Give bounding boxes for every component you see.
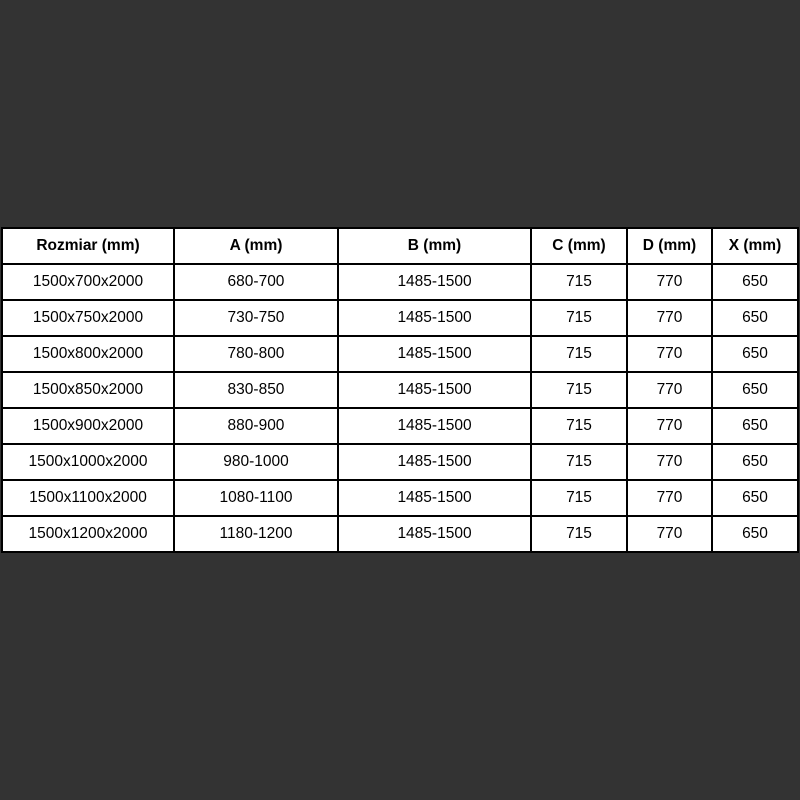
column-header-0: Rozmiar (mm)	[2, 228, 174, 264]
table-cell: 650	[712, 444, 798, 480]
table-cell: 770	[627, 408, 712, 444]
table-cell: 770	[627, 264, 712, 300]
table-cell: 1500x750x2000	[2, 300, 174, 336]
table-cell: 770	[627, 336, 712, 372]
table-cell: 715	[531, 264, 627, 300]
table-cell: 1500x900x2000	[2, 408, 174, 444]
table-row	[2, 264, 798, 300]
table-cell: 650	[712, 408, 798, 444]
table-cell: 650	[712, 480, 798, 516]
table-cell: 1500x850x2000	[2, 372, 174, 408]
table-cell: 715	[531, 480, 627, 516]
table-cell: 780-800	[174, 336, 338, 372]
column-header-2: B (mm)	[338, 228, 531, 264]
table-cell: 770	[627, 300, 712, 336]
table-cell: 715	[531, 300, 627, 336]
table-row	[2, 408, 798, 444]
table-cell: 1500x1000x2000	[2, 444, 174, 480]
table-cell: 650	[712, 264, 798, 300]
table-cell: 715	[531, 444, 627, 480]
table-cell: 1485-1500	[338, 300, 531, 336]
table-cell: 1485-1500	[338, 516, 531, 552]
table-row	[2, 372, 798, 408]
column-header-5: X (mm)	[712, 228, 798, 264]
table-cell: 1080-1100	[174, 480, 338, 516]
table-cell: 715	[531, 372, 627, 408]
column-header-1: A (mm)	[174, 228, 338, 264]
dimension-specification-table	[1, 227, 799, 553]
table-cell: 1485-1500	[338, 480, 531, 516]
table-cell: 1485-1500	[338, 264, 531, 300]
table-row	[2, 336, 798, 372]
table-cell: 650	[712, 336, 798, 372]
table-row	[2, 300, 798, 336]
table-header-row	[2, 228, 798, 264]
table-cell: 830-850	[174, 372, 338, 408]
table-cell: 715	[531, 408, 627, 444]
table-cell: 1180-1200	[174, 516, 338, 552]
table-cell: 1485-1500	[338, 444, 531, 480]
column-header-3: C (mm)	[531, 228, 627, 264]
table-cell: 650	[712, 300, 798, 336]
table-cell: 650	[712, 372, 798, 408]
table-cell: 1500x800x2000	[2, 336, 174, 372]
table-cell: 770	[627, 516, 712, 552]
table-row	[2, 444, 798, 480]
table-cell: 715	[531, 516, 627, 552]
table-cell: 680-700	[174, 264, 338, 300]
table-cell: 770	[627, 372, 712, 408]
table-cell: 650	[712, 516, 798, 552]
table-cell: 770	[627, 480, 712, 516]
table-cell: 1485-1500	[338, 408, 531, 444]
table-row	[2, 516, 798, 552]
table-cell: 1500x1100x2000	[2, 480, 174, 516]
table-row	[2, 480, 798, 516]
table-cell: 1500x1200x2000	[2, 516, 174, 552]
table-cell: 1500x700x2000	[2, 264, 174, 300]
table-cell: 1485-1500	[338, 372, 531, 408]
table-cell: 1485-1500	[338, 336, 531, 372]
table-cell: 880-900	[174, 408, 338, 444]
table-cell: 980-1000	[174, 444, 338, 480]
table-cell: 715	[531, 336, 627, 372]
table-cell: 770	[627, 444, 712, 480]
dimension-table-container	[1, 227, 797, 553]
column-header-4: D (mm)	[627, 228, 712, 264]
table-cell: 730-750	[174, 300, 338, 336]
